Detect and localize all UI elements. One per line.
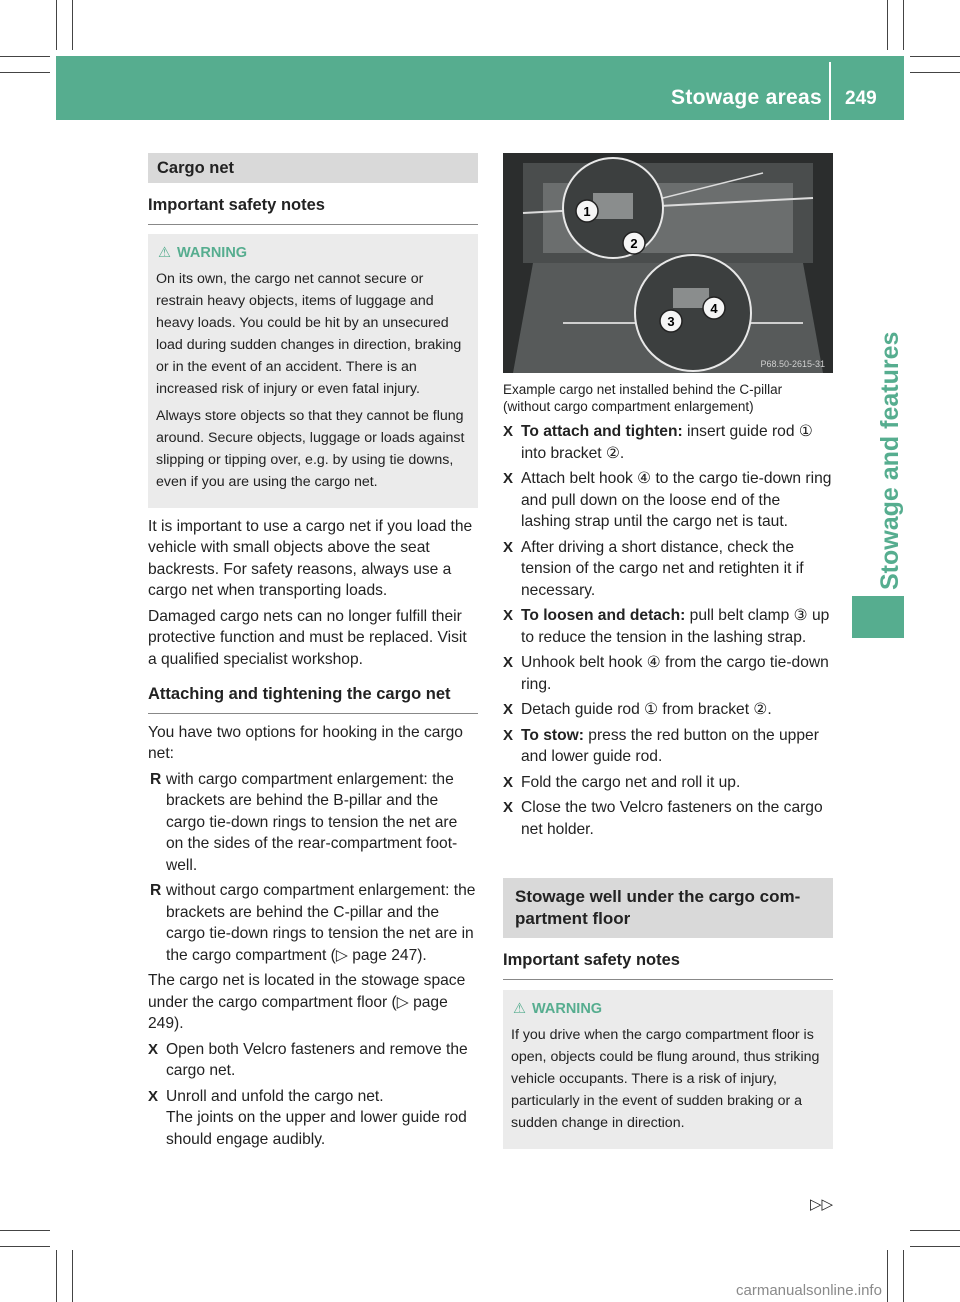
- bullet-icon: R: [150, 770, 162, 788]
- warning-heading: [156, 242, 470, 264]
- subsection-title: Important safety notes: [503, 950, 833, 980]
- side-tab-label: Stowage and features: [876, 331, 904, 590]
- step-marker-icon: X: [503, 607, 514, 624]
- step-marker-icon: X: [503, 726, 514, 744]
- warning-box: [503, 990, 833, 1149]
- step-marker-icon: X: [148, 1040, 159, 1058]
- instruction-step: X To attach and tighten: insert guide rod ① into bracket ②.: [503, 423, 813, 462]
- warning-box: [148, 234, 478, 508]
- warning-triangle-icon: ⚠: [158, 244, 171, 261]
- section-title: Stowage well under the cargo com-partment floor: [503, 878, 833, 938]
- side-tab-marker: [852, 596, 904, 638]
- instruction-step: X Fold the cargo net and roll it up.: [503, 772, 833, 794]
- instruction-step: X Unhook belt hook ④ from the cargo tie-down ring.: [503, 654, 829, 693]
- crop-mark: [0, 1230, 50, 1231]
- step-marker-icon: X: [503, 701, 514, 718]
- bullet-icon: R: [150, 882, 162, 899]
- callout-3: 3: [667, 314, 675, 329]
- crop-mark: [56, 0, 57, 50]
- crop-mark: [887, 0, 888, 50]
- warning-text: Always store objects so that they cannot be flung around. Secure objects, luggage or loads against slipping or tipping over, e.g. by using tie downs, even if you are using the cargo net.: [156, 407, 465, 490]
- step-marker-icon: X: [148, 1087, 159, 1105]
- crop-mark: [910, 56, 960, 57]
- warning-label: WARNING: [177, 244, 248, 261]
- page-number: 249: [845, 88, 877, 109]
- watermark: carmanualsonline.info: [736, 1282, 882, 1299]
- warning-text: On its own, the cargo net cannot secure or restrain heavy objects, items of luggage and heavy loads. You could be hit by an unsecured load during sudden changes in direction, braking or in the event of an accident. There is an increased risk of injury or even fatal injury.: [156, 270, 462, 397]
- step-note: The joints on the upper and lower guide rod should engage audibly.: [166, 1109, 467, 1148]
- subsection-title: Important safety notes: [148, 195, 478, 225]
- body-paragraph: Damaged cargo nets can no longer fulfill their protective function and must be replaced. Visit a qualified specialist workshop.: [148, 607, 467, 668]
- instruction-step: X Close the two Velcro fasteners on the cargo net holder.: [503, 799, 823, 838]
- figure-code: P68.50-2615-31: [760, 359, 825, 369]
- step-marker-icon: X: [503, 773, 514, 791]
- cargo-net-photo: [503, 153, 833, 373]
- bullet-list: [148, 769, 478, 967]
- step-marker-icon: X: [503, 423, 514, 440]
- list-item: R without cargo compartment enlargement: the brackets are behind the C-pillar and the cargo tie-down rings to tension the net are in the cargo compartment (▷ page 247).: [150, 882, 476, 964]
- warning-label: WARNING: [532, 1000, 603, 1017]
- crop-mark: [0, 1246, 50, 1247]
- crop-mark: [56, 1250, 57, 1302]
- crop-mark: [910, 1230, 960, 1231]
- callout-1: 1: [583, 204, 591, 219]
- instruction-step: X Detach guide rod ① from bracket ②.: [503, 699, 833, 721]
- crop-mark: [0, 56, 50, 57]
- instruction-step: X Unroll and unfold the cargo net. The joints on the upper and lower guide rod should engage audibly.: [148, 1087, 467, 1148]
- header-separator: [829, 62, 831, 120]
- continue-arrows-icon: ▷▷: [810, 1196, 834, 1213]
- body-paragraph: You have two options for hooking in the cargo net:: [148, 723, 463, 762]
- figure-caption: Example cargo net installed behind the C-pillar (without cargo compartment enlargement): [503, 382, 783, 414]
- crop-mark: [72, 0, 73, 50]
- right-column: [503, 153, 833, 1149]
- instruction-step: X To stow: press the red button on the upper and lower guide rod.: [503, 726, 819, 765]
- warning-heading: [511, 998, 825, 1020]
- crop-mark: [910, 72, 960, 73]
- callout-4: 4: [710, 301, 718, 316]
- crop-mark: [72, 1250, 73, 1302]
- crop-mark: [887, 1250, 888, 1302]
- side-tab: [849, 120, 904, 590]
- warning-triangle-icon: ⚠: [513, 1000, 526, 1017]
- instruction-step: X After driving a short distance, check the tension of the cargo net and retighten it if necessary.: [503, 538, 804, 599]
- cargo-net-illustration: [503, 153, 833, 373]
- left-column: [148, 153, 478, 1150]
- crop-mark: [903, 0, 904, 50]
- body-paragraph: The cargo net is located in the stowage space under the cargo compartment floor (▷ page 249).: [148, 972, 466, 1032]
- instruction-step: X To loosen and detach: pull belt clamp ③ up to reduce the tension in the lashing strap.: [503, 607, 830, 646]
- crop-mark: [0, 72, 50, 73]
- warning-text: If you drive when the cargo compartment floor is open, objects could be flung around, thus striking vehicle occupants. There is a risk of injury, particularly in the event of sudden braking or a sudden change in direction.: [511, 1026, 820, 1131]
- crop-mark: [903, 1250, 904, 1302]
- list-item: R with cargo compartment enlargement: the brackets are behind the B-pillar and the cargo tie-down rings to tension the net are on the sides of the rear-compartment foot-well.: [150, 770, 458, 874]
- crop-mark: [910, 1246, 960, 1247]
- callout-2: 2: [630, 236, 638, 251]
- body-paragraph: It is important to use a cargo net if you load the vehicle with small objects above the seat backrests. For safety reasons, always use a cargo net when transporting loads.: [148, 517, 473, 599]
- step-marker-icon: X: [503, 799, 514, 816]
- step-marker-icon: X: [503, 538, 514, 556]
- subsection-title: Attaching and tightening the cargo net: [148, 684, 478, 714]
- step-marker-icon: X: [503, 470, 514, 487]
- section-title: Cargo net: [148, 153, 478, 183]
- instruction-step: X Open both Velcro fasteners and remove the cargo net.: [148, 1040, 468, 1079]
- step-marker-icon: X: [503, 654, 514, 671]
- instruction-step: X Attach belt hook ④ to the cargo tie-down ring and pull down on the loose end of the lashing strap until the cargo net is taut.: [503, 470, 832, 530]
- header-title: Stowage areas: [671, 86, 822, 109]
